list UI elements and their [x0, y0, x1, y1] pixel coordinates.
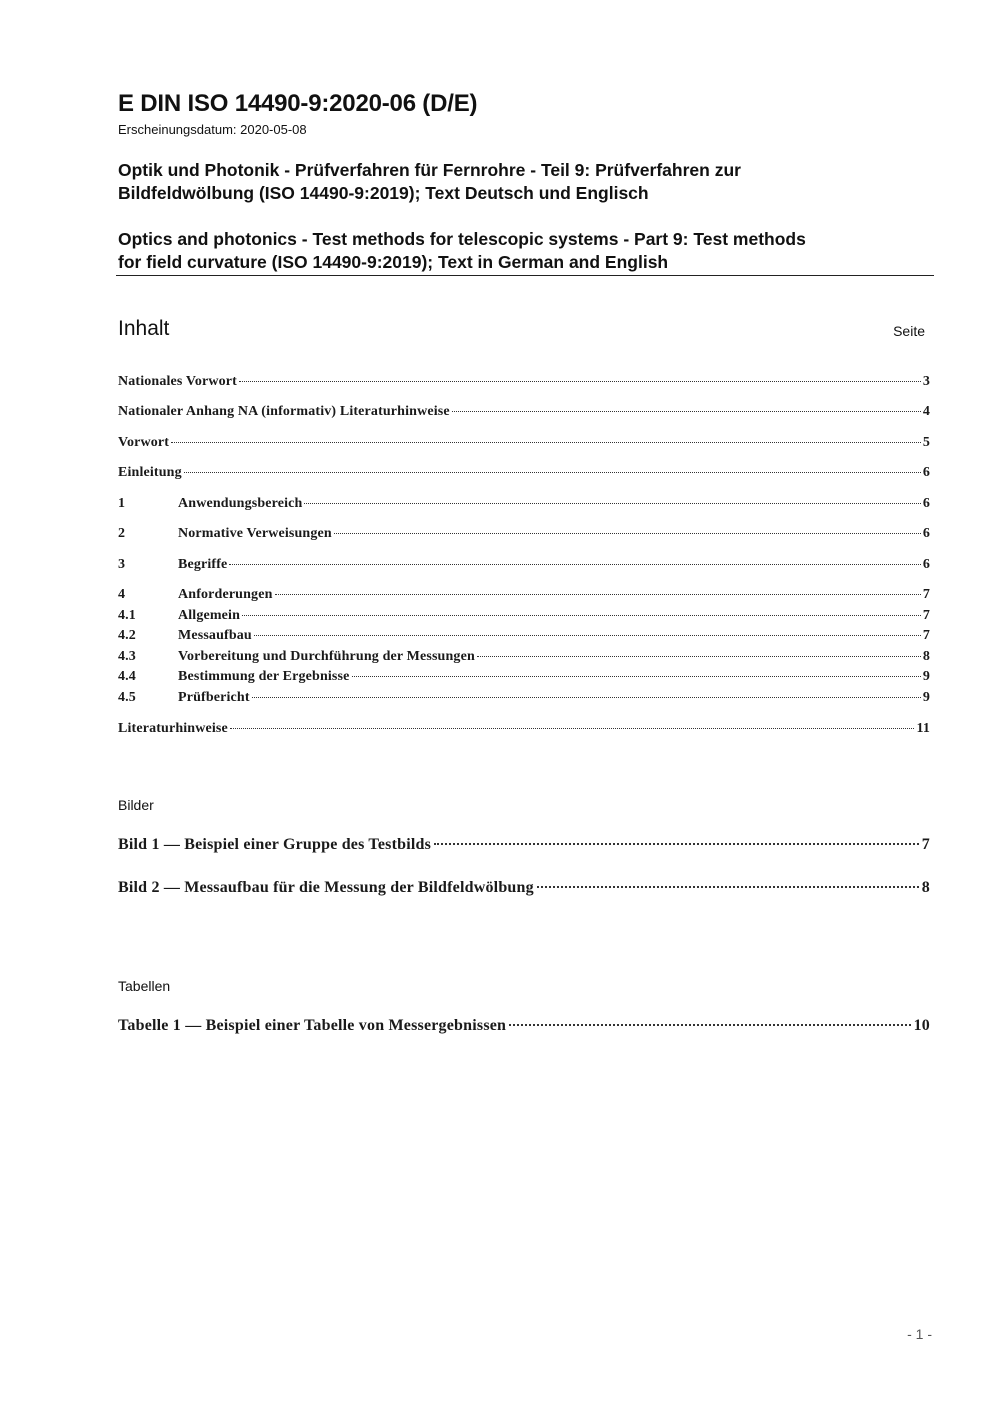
- tables-heading: Tabellen: [118, 978, 171, 994]
- toc-entry-page: 3: [922, 374, 930, 389]
- toc-entry-title: Literaturhinweise: [118, 721, 228, 736]
- toc-entry-1[interactable]: [118, 495, 930, 513]
- title-german: [118, 159, 918, 205]
- figure-entry-2[interactable]: [118, 878, 930, 898]
- toc-entry-title: Vorbereitung und Durchführung der Messungen: [178, 649, 475, 664]
- toc-entry-number: 1: [118, 496, 126, 511]
- toc-entry-page: 6: [922, 496, 930, 511]
- dot-leader: [171, 442, 921, 443]
- title-german-line: Optik und Photonik - Prüfverfahren für Fernrohre - Teil 9: Prüfverfahren zur: [118, 160, 741, 180]
- toc-entry-page: 7: [922, 628, 930, 643]
- toc-entry-page: 11: [916, 721, 930, 736]
- toc-entry-title: Vorwort: [118, 435, 170, 450]
- toc-entry-title: Anwendungsbereich: [178, 496, 303, 511]
- dot-leader: [230, 728, 915, 729]
- toc-entry-number: 4.2: [118, 628, 136, 643]
- figures-heading: Bilder: [118, 797, 154, 813]
- dot-leader: [434, 843, 919, 845]
- toc-entry-number: 2: [118, 526, 126, 541]
- table-entry-page: 10: [913, 1017, 930, 1034]
- table-entry-title: Tabelle 1 — Beispiel einer Tabelle von Messergebnissen: [118, 1017, 507, 1034]
- toc-entry-title: Nationales Vorwort: [118, 374, 237, 389]
- toc-entry-number: 3: [118, 557, 126, 572]
- dot-leader: [304, 503, 920, 504]
- toc-entry-2[interactable]: [118, 525, 930, 543]
- toc-entry-title: Einleitung: [118, 465, 182, 480]
- toc-entry-literaturhinweise[interactable]: [118, 720, 930, 738]
- figure-entry-1[interactable]: [118, 835, 930, 855]
- toc-entry-page: 9: [922, 669, 930, 684]
- dot-leader: [477, 656, 921, 657]
- toc-entry-number: 4.3: [118, 649, 136, 664]
- toc-entry-title: Prüfbericht: [178, 690, 250, 705]
- table-entry-1[interactable]: [118, 1016, 930, 1036]
- dot-leader: [275, 594, 921, 595]
- toc-entry-title: Allgemein: [178, 608, 241, 623]
- header-divider: [116, 275, 934, 276]
- figure-entry-page: 8: [921, 879, 930, 896]
- title-english-line: Optics and photonics - Test methods for telescopic systems - Part 9: Test methods: [118, 229, 806, 249]
- dot-leader: [537, 886, 919, 888]
- toc-entry-4-2[interactable]: [118, 627, 930, 645]
- dot-leader: [509, 1024, 910, 1026]
- figure-entry-page: 7: [921, 836, 930, 853]
- toc-entry-page: 9: [922, 690, 930, 705]
- title-english-line: for field curvature (ISO 14490-9:2019); Text in German and English: [118, 252, 669, 272]
- toc-entry-page: 6: [922, 526, 930, 541]
- toc-entry-4[interactable]: [118, 586, 930, 604]
- dot-leader: [252, 697, 921, 698]
- toc-entry-4-1[interactable]: [118, 607, 930, 625]
- title-german-line: Bildfeldwölbung (ISO 14490-9:2019); Text Deutsch und Englisch: [118, 183, 649, 203]
- dot-leader: [239, 381, 921, 382]
- toc-entry-page: 4: [922, 404, 930, 419]
- title-english: [118, 228, 918, 274]
- dot-leader: [242, 615, 921, 616]
- dot-leader: [184, 472, 921, 473]
- toc-entry-nationaler-anhang[interactable]: [118, 403, 930, 421]
- dot-leader: [334, 533, 921, 534]
- publication-date: Erscheinungsdatum: 2020-05-08: [118, 122, 307, 137]
- toc-entry-page: 6: [922, 465, 930, 480]
- toc-entry-page: 7: [922, 608, 930, 623]
- dot-leader: [352, 676, 921, 677]
- toc-entry-number: 4.4: [118, 669, 136, 684]
- toc-entry-page: 8: [922, 649, 930, 664]
- toc-page-column-label: Seite: [893, 323, 925, 339]
- toc-entry-vorwort[interactable]: [118, 434, 930, 452]
- toc-entry-page: 6: [922, 557, 930, 572]
- toc-entry-4-3[interactable]: [118, 648, 930, 666]
- toc-heading: Inhalt: [118, 317, 170, 340]
- dot-leader: [229, 564, 920, 565]
- figure-entry-title: Bild 2 — Messaufbau für die Messung der Bildfeldwölbung: [118, 879, 534, 896]
- toc-entry-number: 4: [118, 587, 126, 602]
- toc-entry-title: Bestimmung der Ergebnisse: [178, 669, 350, 684]
- toc-entry-page: 7: [922, 587, 930, 602]
- toc-entry-title: Messaufbau: [178, 628, 252, 643]
- toc-entry-einleitung[interactable]: [118, 464, 930, 482]
- toc-entry-title: Normative Verweisungen: [178, 526, 332, 541]
- dot-leader: [254, 635, 921, 636]
- page-number: - 1 -: [907, 1326, 932, 1342]
- toc-entry-3[interactable]: [118, 556, 930, 574]
- toc-entry-title: Nationaler Anhang NA (informativ) Literaturhinweise: [118, 404, 450, 419]
- toc-entry-4-5[interactable]: [118, 689, 930, 707]
- toc-entry-page: 5: [922, 435, 930, 450]
- toc-entry-number: 4.1: [118, 608, 136, 623]
- figure-entry-title: Bild 1 — Beispiel einer Gruppe des Testbilds: [118, 836, 432, 853]
- toc-entry-nationales-vorwort[interactable]: [118, 373, 930, 391]
- toc-entry-title: Begriffe: [178, 557, 228, 572]
- toc-entry-number: 4.5: [118, 690, 136, 705]
- dot-leader: [452, 411, 921, 412]
- toc-entry-title: Anforderungen: [178, 587, 273, 602]
- document-id: E DIN ISO 14490-9:2020-06 (D/E): [118, 90, 478, 117]
- toc-entry-4-4[interactable]: [118, 668, 930, 686]
